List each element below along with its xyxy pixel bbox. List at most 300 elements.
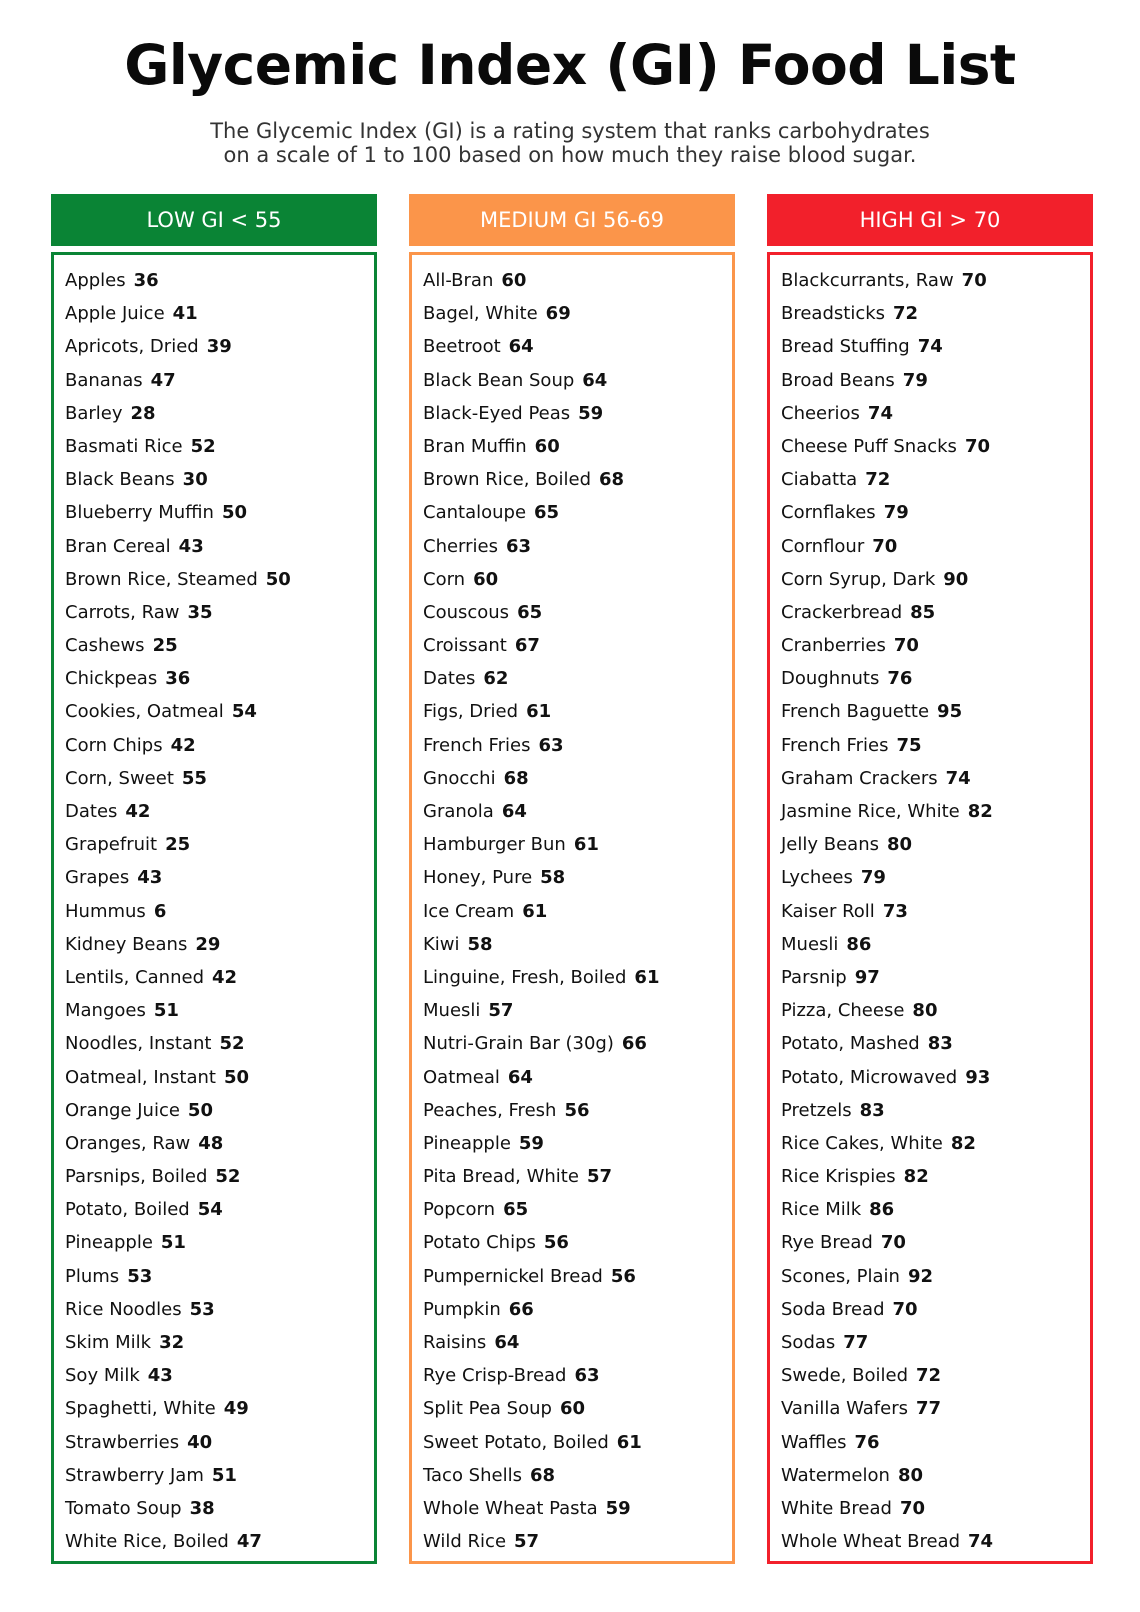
food-name: Scones, Plain <box>781 1265 900 1287</box>
gi-value: 92 <box>907 1265 933 1287</box>
food-name: Potato Chips <box>423 1232 536 1254</box>
food-name: Ice Cream <box>423 900 515 922</box>
food-item <box>423 895 732 928</box>
food-item <box>423 1392 732 1425</box>
food-name: Pretzels <box>781 1099 852 1121</box>
food-name: White Bread <box>781 1497 892 1519</box>
food-item <box>423 264 732 297</box>
food-item <box>781 795 1090 828</box>
gi-value: 49 <box>223 1398 249 1420</box>
food-name: Chickpeas <box>65 668 158 690</box>
food-name: Cheese Puff Snacks <box>781 435 957 457</box>
gi-value: 54 <box>231 701 257 723</box>
gi-value: 65 <box>517 601 543 623</box>
gi-value: 42 <box>170 734 196 756</box>
food-item <box>65 1392 374 1425</box>
gi-value: 30 <box>182 469 208 491</box>
food-name: Oatmeal, Instant <box>65 1066 216 1088</box>
food-name: Figs, Dried <box>423 701 519 723</box>
food-item <box>423 762 732 795</box>
food-item <box>65 1359 374 1392</box>
gi-value: 43 <box>147 1365 173 1387</box>
food-name: Pumpkin <box>423 1298 501 1320</box>
gi-value: 48 <box>198 1132 224 1154</box>
gi-value: 64 <box>494 1332 520 1353</box>
food-item <box>781 828 1090 861</box>
food-item <box>423 1027 732 1060</box>
food-item <box>781 1193 1090 1226</box>
gi-value: 61 <box>616 1431 642 1453</box>
food-name: Grapes <box>65 867 130 889</box>
food-item <box>65 729 374 762</box>
food-name: Linguine, Fresh, Boiled <box>423 966 627 988</box>
gi-value: 80 <box>887 834 913 856</box>
food-item <box>65 1193 374 1226</box>
gi-value: 59 <box>578 402 604 424</box>
gi-value: 64 <box>582 369 608 391</box>
food-name: Wild Rice <box>423 1531 507 1553</box>
food-item <box>65 596 374 629</box>
food-item <box>65 1293 374 1326</box>
food-name: Waffles <box>781 1431 847 1453</box>
food-name: Graham Crackers <box>781 767 938 789</box>
food-name: Apple Juice <box>65 303 165 325</box>
gi-value: 68 <box>599 469 625 491</box>
gi-value: 82 <box>903 1166 929 1188</box>
low-gi-header: LOW GI < 55 <box>51 194 377 246</box>
gi-value: 63 <box>538 734 564 756</box>
food-name: Kidney Beans <box>65 933 188 955</box>
food-item <box>781 330 1090 363</box>
food-item <box>65 1226 374 1259</box>
food-item <box>423 861 732 894</box>
gi-value: 68 <box>529 1464 556 1486</box>
gi-value: 57 <box>514 1531 540 1553</box>
food-item <box>781 961 1090 994</box>
food-item <box>65 861 374 894</box>
food-name: Cashews <box>65 635 145 657</box>
gi-value: 67 <box>514 635 540 657</box>
food-name: Plums <box>65 1265 120 1287</box>
food-name: Muesli <box>423 1000 481 1022</box>
gi-value: 76 <box>854 1431 880 1453</box>
food-name: Ciabatta <box>781 469 858 491</box>
food-name: Tomato Soup <box>65 1497 182 1519</box>
food-name: French Fries <box>423 734 531 756</box>
food-item <box>65 994 374 1027</box>
gi-value: 53 <box>189 1298 215 1320</box>
gi-value: 52 <box>215 1166 241 1188</box>
food-item <box>65 530 374 563</box>
food-item <box>423 463 732 496</box>
food-name: Pumpernickel Bread <box>423 1265 603 1287</box>
food-name: Split Pea Soup <box>423 1398 552 1420</box>
medium-gi-column <box>409 194 735 1564</box>
food-item <box>423 1359 732 1392</box>
food-name: Brown Rice, Steamed <box>65 568 258 590</box>
food-item <box>781 1260 1090 1293</box>
gi-value: 6 <box>153 900 167 922</box>
gi-value: 76 <box>887 668 913 690</box>
food-item <box>781 1492 1090 1525</box>
food-item <box>423 961 732 994</box>
high-gi-column <box>767 194 1093 1564</box>
food-item <box>781 1027 1090 1060</box>
gi-value: 66 <box>621 1033 647 1055</box>
food-item <box>781 1426 1090 1459</box>
food-name: Grapefruit <box>65 834 158 856</box>
gi-value: 60 <box>559 1398 586 1420</box>
food-item <box>423 1160 732 1193</box>
gi-value: 82 <box>967 801 993 822</box>
food-item <box>781 1326 1090 1359</box>
food-name: Taco Shells <box>423 1464 522 1486</box>
gi-value: 77 <box>915 1398 942 1420</box>
gi-value: 51 <box>153 1000 179 1022</box>
food-item <box>65 961 374 994</box>
food-name: Raisins <box>423 1332 487 1353</box>
food-name: Blackcurrants, Raw <box>781 270 954 291</box>
food-name: Carrots, Raw <box>65 601 180 623</box>
food-name: Blueberry Muffin <box>65 502 214 524</box>
food-name: Swede, Boiled <box>781 1365 909 1387</box>
food-name: Honey, Pure <box>423 867 533 889</box>
food-item <box>423 397 732 430</box>
gi-value: 64 <box>501 801 527 822</box>
food-name: Basmati Rice <box>65 435 183 457</box>
food-item <box>781 1525 1090 1558</box>
food-name: Black Bean Soup <box>423 369 575 391</box>
food-item <box>423 994 732 1027</box>
gi-value: 83 <box>859 1099 885 1121</box>
gi-value: 74 <box>917 336 943 358</box>
food-item <box>423 729 732 762</box>
high-gi-list <box>767 252 1093 1564</box>
food-name: Broad Beans <box>781 369 895 391</box>
gi-value: 70 <box>872 535 898 557</box>
gi-value: 61 <box>526 701 552 723</box>
gi-value: 59 <box>518 1132 544 1154</box>
food-name: Cookies, Oatmeal <box>65 701 224 723</box>
gi-value: 28 <box>130 402 156 424</box>
gi-value: 52 <box>219 1033 245 1055</box>
food-item <box>423 364 732 397</box>
food-name: Pineapple <box>423 1132 511 1154</box>
food-name: Parsnip <box>781 966 847 988</box>
gi-value: 70 <box>961 270 987 291</box>
food-name: Hamburger Bun <box>423 834 566 856</box>
food-item <box>781 430 1090 463</box>
food-item <box>781 994 1090 1027</box>
gi-value: 74 <box>867 402 893 424</box>
food-name: Rice Milk <box>781 1199 862 1221</box>
food-name: Granola <box>423 801 494 822</box>
gi-value: 25 <box>165 834 191 856</box>
food-name: Apples <box>65 270 126 291</box>
food-name: Pita Bread, White <box>423 1166 579 1188</box>
gi-value: 61 <box>573 834 599 856</box>
food-name: Doughnuts <box>781 668 880 690</box>
gi-value: 50 <box>187 1099 213 1121</box>
gi-value: 36 <box>133 270 159 291</box>
food-item <box>65 928 374 961</box>
food-item <box>423 1459 732 1492</box>
food-item <box>423 330 732 363</box>
food-item <box>65 563 374 596</box>
gi-value: 55 <box>181 767 207 789</box>
gi-value: 86 <box>846 933 872 955</box>
food-name: Jasmine Rice, White <box>781 801 960 822</box>
food-item <box>65 1160 374 1193</box>
gi-value: 65 <box>503 1199 529 1221</box>
gi-value: 50 <box>221 502 248 524</box>
gi-value: 93 <box>965 1066 991 1088</box>
food-item <box>65 463 374 496</box>
food-name: French Baguette <box>781 701 930 723</box>
food-name: Rice Noodles <box>65 1298 182 1320</box>
food-item <box>65 629 374 662</box>
gi-value: 25 <box>152 635 178 657</box>
food-name: Pineapple <box>65 1232 153 1254</box>
food-name: Popcorn <box>423 1199 496 1221</box>
food-name: Skim Milk <box>65 1332 152 1353</box>
food-name: Crackerbread <box>781 601 903 623</box>
gi-value: 80 <box>912 1000 938 1022</box>
gi-value: 79 <box>902 369 928 391</box>
food-name: Rice Krispies <box>781 1166 896 1188</box>
food-name: Watermelon <box>781 1464 890 1486</box>
food-item <box>65 1426 374 1459</box>
food-name: Mangoes <box>65 1000 146 1022</box>
food-item <box>781 1061 1090 1094</box>
food-item <box>781 1127 1090 1160</box>
food-name: Black-Eyed Peas <box>423 402 571 424</box>
gi-value: 70 <box>880 1232 906 1254</box>
food-name: Potato, Mashed <box>781 1033 920 1055</box>
food-item <box>423 629 732 662</box>
food-name: Couscous <box>423 601 510 623</box>
gi-value: 43 <box>137 867 163 889</box>
gi-value: 57 <box>488 1000 514 1022</box>
food-item <box>781 629 1090 662</box>
gi-value: 51 <box>160 1232 186 1254</box>
gi-value: 80 <box>897 1464 923 1486</box>
food-item <box>423 563 732 596</box>
food-name: Potato, Boiled <box>65 1199 190 1221</box>
gi-value: 70 <box>892 1298 918 1320</box>
gi-value: 73 <box>882 900 908 922</box>
subtitle-line-2: on a scale of 1 to 100 based on how much they raise blood sugar. <box>223 143 917 167</box>
food-name: Orange Juice <box>65 1099 180 1121</box>
food-name: Apricots, Dried <box>65 336 199 358</box>
food-item <box>423 795 732 828</box>
food-item <box>65 1459 374 1492</box>
food-item <box>65 1260 374 1293</box>
gi-value: 42 <box>125 801 151 822</box>
food-item <box>781 762 1090 795</box>
medium-gi-header: MEDIUM GI 56-69 <box>409 194 735 246</box>
food-name: Noodles, Instant <box>65 1033 212 1055</box>
food-item <box>423 297 732 330</box>
food-name: Parsnips, Boiled <box>65 1166 208 1188</box>
food-item <box>781 1359 1090 1392</box>
food-item <box>781 364 1090 397</box>
food-item <box>65 496 374 529</box>
gi-value: 41 <box>172 303 198 325</box>
food-name: Kiwi <box>423 933 460 955</box>
gi-value: 57 <box>586 1166 612 1188</box>
food-item <box>781 1459 1090 1492</box>
food-item <box>65 1027 374 1060</box>
gi-value: 38 <box>189 1497 215 1519</box>
food-item <box>423 496 732 529</box>
gi-value: 42 <box>212 966 238 988</box>
gi-value: 85 <box>910 601 936 623</box>
food-name: Muesli <box>781 933 839 955</box>
gi-value: 82 <box>950 1132 976 1154</box>
food-item <box>65 430 374 463</box>
food-name: All-Bran <box>423 270 494 291</box>
food-item <box>65 662 374 695</box>
food-item <box>65 397 374 430</box>
food-item <box>65 1525 374 1558</box>
gi-value: 59 <box>605 1497 631 1519</box>
food-item <box>423 1326 732 1359</box>
gi-value: 79 <box>883 502 909 524</box>
gi-value: 50 <box>224 1066 250 1088</box>
food-item <box>781 928 1090 961</box>
food-name: Hummus <box>65 900 146 922</box>
gi-value: 70 <box>899 1497 926 1519</box>
food-name: Jelly Beans <box>781 834 879 856</box>
gi-value: 63 <box>574 1365 600 1387</box>
food-item <box>781 861 1090 894</box>
food-item <box>423 928 732 961</box>
food-name: Cheerios <box>781 402 860 424</box>
gi-value: 72 <box>865 469 891 491</box>
food-item <box>65 1326 374 1359</box>
food-name: Cherries <box>423 535 498 557</box>
gi-value: 64 <box>508 336 534 358</box>
gi-value: 58 <box>540 867 566 889</box>
food-name: Croissant <box>423 635 507 657</box>
food-name: Lentils, Canned <box>65 966 204 988</box>
food-item <box>423 596 732 629</box>
food-item <box>423 1094 732 1127</box>
food-item <box>781 563 1090 596</box>
food-name: Nutri-Grain Bar (30g) <box>423 1033 614 1055</box>
food-name: Bran Muffin <box>423 435 527 457</box>
gi-value: 60 <box>534 435 560 457</box>
food-name: Spaghetti, White <box>65 1398 216 1420</box>
food-name: Pizza, Cheese <box>781 1000 905 1022</box>
gi-value: 79 <box>860 867 886 889</box>
food-item <box>65 297 374 330</box>
food-item <box>781 596 1090 629</box>
food-name: Rye Crisp-Bread <box>423 1365 567 1387</box>
gi-value: 61 <box>522 900 548 922</box>
low-gi-column <box>51 194 377 1564</box>
food-name: Vanilla Wafers <box>781 1398 908 1420</box>
food-item <box>781 895 1090 928</box>
food-item <box>65 1127 374 1160</box>
gi-value: 56 <box>564 1099 590 1121</box>
gi-value: 70 <box>964 435 990 457</box>
gi-value: 68 <box>503 767 529 789</box>
food-item <box>781 496 1090 529</box>
food-item <box>65 895 374 928</box>
gi-value: 72 <box>893 303 919 325</box>
gi-value: 62 <box>483 668 509 690</box>
gi-value: 63 <box>506 535 532 557</box>
food-item <box>65 762 374 795</box>
food-item <box>423 1061 732 1094</box>
food-item <box>65 1061 374 1094</box>
gi-value: 58 <box>467 933 493 955</box>
gi-value: 95 <box>937 701 963 723</box>
gi-value: 50 <box>265 568 291 590</box>
food-item <box>423 662 732 695</box>
food-name: Corn, Sweet <box>65 767 174 789</box>
food-name: Dates <box>65 801 118 822</box>
gi-value: 86 <box>869 1199 895 1221</box>
food-name: Brown Rice, Boiled <box>423 469 592 491</box>
gi-value: 60 <box>473 568 499 590</box>
high-gi-header: HIGH GI > 70 <box>767 194 1093 246</box>
food-item <box>781 397 1090 430</box>
gi-value: 60 <box>501 270 527 291</box>
food-item <box>65 364 374 397</box>
gi-value: 66 <box>508 1298 534 1320</box>
food-name: Black Beans <box>65 469 175 491</box>
food-item <box>423 1492 732 1525</box>
gi-value: 74 <box>945 767 971 789</box>
food-item <box>65 695 374 728</box>
gi-value: 56 <box>610 1265 636 1287</box>
food-name: Rice Cakes, White <box>781 1132 943 1154</box>
gi-value: 52 <box>190 435 216 457</box>
food-item <box>781 297 1090 330</box>
food-name: Gnocchi <box>423 767 496 789</box>
food-item <box>781 729 1090 762</box>
food-item <box>423 1260 732 1293</box>
food-name: Oatmeal <box>423 1066 500 1088</box>
food-name: French Fries <box>781 734 889 756</box>
food-item <box>781 662 1090 695</box>
gi-value: 36 <box>165 668 191 690</box>
food-item <box>65 264 374 297</box>
food-name: Strawberry Jam <box>65 1464 204 1486</box>
page-subtitle <box>0 119 1140 167</box>
food-name: Whole Wheat Bread <box>781 1531 960 1553</box>
food-item <box>781 1226 1090 1259</box>
food-name: White Rice, Boiled <box>65 1531 229 1553</box>
food-name: Whole Wheat Pasta <box>423 1497 598 1519</box>
gi-value: 64 <box>507 1066 533 1088</box>
food-item <box>423 1127 732 1160</box>
gi-value: 39 <box>206 336 232 358</box>
gi-value: 53 <box>127 1265 153 1287</box>
food-item <box>65 1492 374 1525</box>
food-item <box>781 1094 1090 1127</box>
food-name: Breadsticks <box>781 303 886 325</box>
food-item <box>423 430 732 463</box>
food-item <box>423 1193 732 1226</box>
food-name: Potato, Microwaved <box>781 1066 958 1088</box>
gi-value: 83 <box>927 1033 953 1055</box>
food-item <box>423 1293 732 1326</box>
food-item <box>65 1094 374 1127</box>
